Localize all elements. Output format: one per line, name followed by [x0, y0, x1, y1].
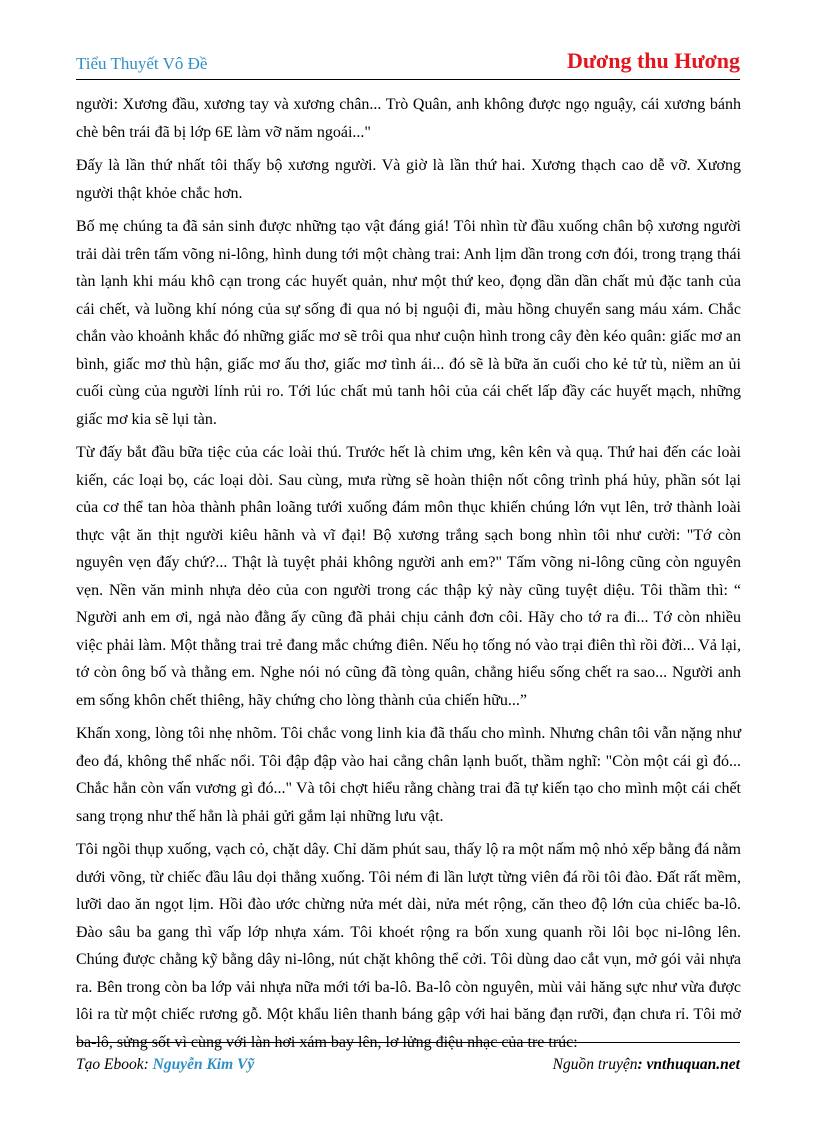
paragraph: Bố mẹ chúng ta đã sản sinh được những tạo vật đáng giá! Tôi nhìn từ đầu xuống chân bộ xương người trải dài trên tấm võng ni-lông, hình dung tới một chàng trai: Anh lịm dần trong cơn đói, trong trạng thái tàn lạnh khi máu khô cạn trong các huyết quản, như một thứ keo, đọng dần dần chất mủ đặc tanh của cái chết, và luồng khí nóng của sự sống đi qua nó bị nguội đi, màu hồng chuyển sang máu xám. Chắc chắn vào khoảnh khắc đó những giấc mơ sẽ trôi qua như cuộn hình trong cây đèn kéo quân: giấc mơ an bình, giấc mơ thù hận, giấc mơ ấu thơ, giấc mơ tình ái... đó sẽ là bữa ăn cuối cho kẻ tử tù, niềm an ủi cuối cùng của người lính rủi ro. Tới lúc chất mủ tanh hôi của cái chết lấp đầy các huyết mạch, những giấc mơ kia sẽ lụi tàn.: [76, 218, 741, 428]
paragraph: Khấn xong, lòng tôi nhẹ nhõm. Tôi chắc vong linh kia đã thấu cho mình. Nhưng chân tôi vẫn nặng như đeo đá, không thể nhấc nổi. Tôi đập đập vào hai cẳng chân lạnh buốt, thầm nghĩ: "Còn một cái gì đó... Chắc hẳn còn vấn vương gì đó..." Và tôi chợt hiểu rằng chàng trai đã tự kiến tạo cho mình một cái chết sang trọng như thế hẳn là phải gửi gắm lại những lưu vật.: [76, 725, 741, 825]
book-title: Tiểu Thuyết Vô Đề: [76, 54, 208, 73]
header-divider: [76, 79, 740, 80]
ebook-creator: Nguyễn Kim Vỹ: [152, 1056, 255, 1073]
author-name: Dương thu Hương: [566, 48, 740, 73]
paragraph: Đấy là lần thứ nhất tôi thấy bộ xương người. Và giờ là lần thứ hai. Xương thạch cao dễ vỡ. Xương người thật khỏe chắc hơn.: [76, 157, 741, 202]
paragraph: Từ đấy bắt đầu bữa tiệc của các loài thú. Trước hết là chim ưng, kên kên và quạ. Thứ hai đến các loài kiến, các loại bọ, các loại dòi. Sau cùng, mưa rừng sẽ hoàn thiện nốt công trình phá hủy, phần sót lại của cơ thể tan hòa thành phân loãng tưới xuống đám môn thục khiến chúng lớn vụt lên, trở thành loài thực vật ăn thịt người kiêu hãnh và vĩ đại! Bộ xương trắng sạch bong nhìn tôi như cười: "Tớ còn nguyên vẹn đấy chứ?... Thật là tuyệt phải không người anh em?" Tấm võng ni-lông cũng còn nguyên vẹn. Nền văn minh nhựa dẻo của con người trong các thập kỷ này cũng tuyệt diệu. Tôi thầm thì: “ Người anh em ơi, ngả nào đằng ấy cũng đã phải chịu cảnh đơn côi. Hãy cho tớ ra đi... Tớ còn nhiều việc phải làm. Một thằng trai trẻ đang mắc chứng điên. Nếu họ tống nó vào trại điên thì rồi đời... Vả lại, tớ còn ông bố và thằng em. Nghe nói nó cũng đã tòng quân, chẳng hiểu sống chết ra sao... Người anh em sống khôn chết thiêng, hãy chứng cho lòng thành của chiến hữu...”: [76, 444, 741, 709]
body-text: [76, 91, 741, 1062]
paragraph: người: Xương đầu, xương tay và xương chân... Trò Quân, anh không được ngọ nguậy, cái xương bánh chè bên trái đã bị lớp 6E làm vỡ năm ngoái...": [76, 96, 741, 141]
paragraph: Tôi ngồi thụp xuống, vạch cỏ, chặt dây. Chỉ dăm phút sau, thấy lộ ra một nấm mộ nhỏ xếp bằng đá nằm dưới võng, từ chiếc đầu lâu dọi thẳng xuống. Tôi ném đi lần lượt từng viên đá rồi tôi đào. Đất rất mềm, lưỡi dao ăn ngọt lịm. Hồi đào ước chừng nửa mét dài, nửa mét rộng, căn theo độ lớn của chiếc ba-lô. Đào sâu ba gang thì vấp lớp nhựa xám. Tôi khoét rộng ra bốn xung quanh rồi lôi bọc ni-lông lên. Chúng được chằng kỹ bằng dây ni-lông, nút chặt không thể cởi. Tôi dùng dao cắt vụn, mở gói vải nhựa ra. Bên trong còn ba lớp vải nhựa nữa mới tới ba-lô. Ba-lô còn nguyên, mùi vải hăng sực như vừa được lôi ra từ một chiếc rương gỗ. Một khẩu liên thanh báng gập với hai băng đạn rưỡi, đạn chưa rỉ. Tôi mở ba-lô, sửng sốt vì cùng với làn hơi xám bay lên, lơ lửng điệu nhạc của tre trúc:: [76, 841, 741, 1051]
source-credit: [553, 1056, 740, 1074]
ebook-separator: :: [143, 1056, 153, 1073]
page-footer: [76, 1042, 740, 1082]
page-header: [76, 46, 740, 80]
ebook-credit: [76, 1056, 254, 1074]
ebook-label: Tạo Ebook: [76, 1056, 144, 1073]
source-label: Nguồn truyện: [552, 1056, 638, 1073]
source-site: vnthuquan.net: [646, 1056, 740, 1073]
footer-divider: [76, 1042, 740, 1043]
source-separator: :: [637, 1056, 647, 1073]
